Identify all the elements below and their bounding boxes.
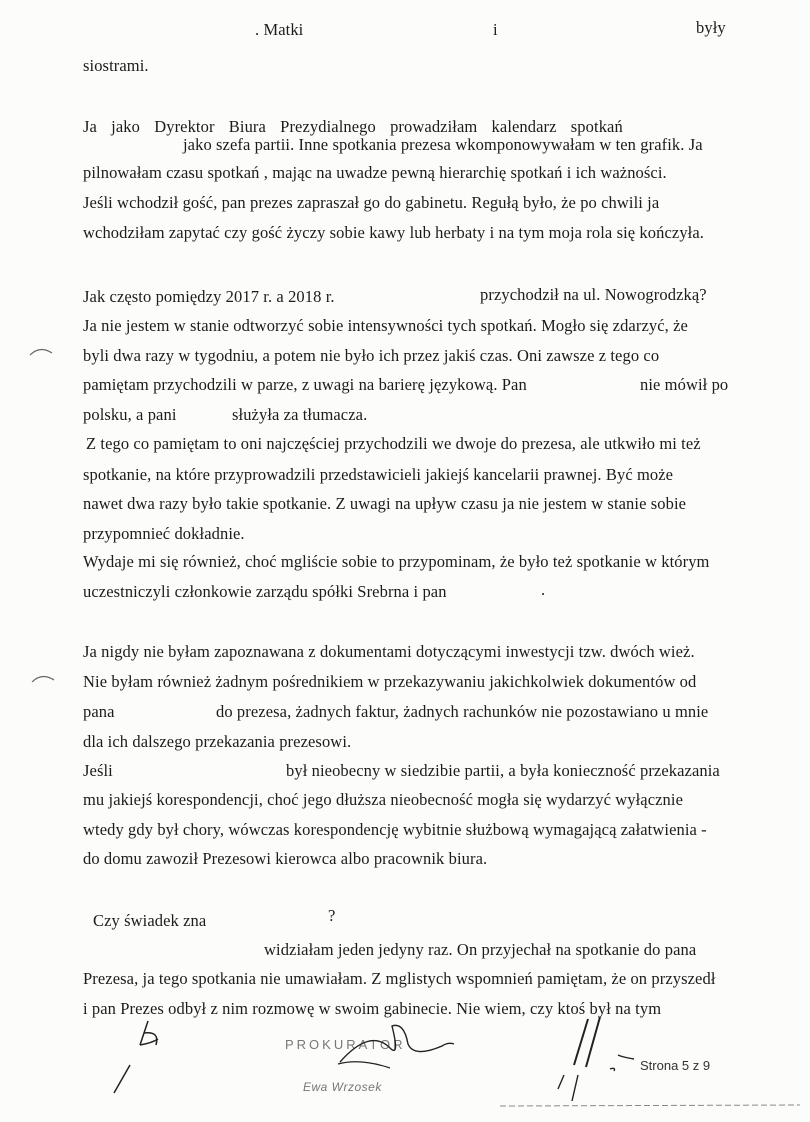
text-line: do domu zawoził Prezesowi kierowca albo pracownik biura. — [83, 849, 488, 868]
text-line: spotkanie, na które przyprowadzili przedstawicieli jakiejś kancelarii prawnej. Być może — [83, 465, 674, 484]
text-line: siostrami. — [83, 56, 149, 75]
text-line: . Matki — [255, 20, 304, 39]
prosecutor-stamp: PROKURATOR — [285, 1037, 406, 1052]
text-line: Nie byłam również żadnym pośrednikiem w przekazywaniu jakichkolwiek dokumentów od — [83, 672, 697, 691]
text-line: polsku, a pani — [83, 405, 177, 424]
text-line: wchodziłam zapytać czy gość życzy sobie kawy lub herbaty i na tym moja rola się kończyła. — [83, 223, 705, 242]
text-line: nawet dwa razy było takie spotkanie. Z uwagi na upływ czasu ja nie jestem w stanie sobie — [83, 494, 687, 513]
text-line: pana — [83, 702, 115, 721]
initials-signature — [100, 1015, 170, 1105]
footer-divider — [500, 1100, 800, 1112]
witness-signature — [548, 1015, 638, 1105]
text-line: Ja nie jestem w stanie odtworzyć sobie intensywności tych spotkań. Mogło się zdarzyć, że — [83, 316, 688, 335]
text-line: do prezesa, żadnych faktur, żadnych rachunków nie pozostawiano u mnie — [216, 702, 709, 721]
text-line: jako szefa partii. Inne spotkania prezesa wkomponowywałam w ten grafik. Ja — [183, 135, 703, 154]
text-line: i pan Prezes odbył z nim rozmowę w swoim gabinecie. Nie wiem, czy ktoś był na tym — [83, 999, 662, 1018]
text-line: Ja nigdy nie byłam zapoznawana z dokumentami dotyczącymi inwestycji tzw. dwóch wież. — [83, 642, 695, 661]
page-number: Strona 5 z 9 — [640, 1058, 711, 1073]
text-line: Prezesa, ja tego spotkania nie umawiałam. Z mglistych wspomnień pamiętam, że on przyszedł — [83, 969, 716, 988]
text-line: Jeśli wchodził gość, pan prezes zapraszał go do gabinetu. Regułą było, że po chwili ja — [83, 193, 660, 212]
text-line — [83, 117, 679, 137]
text-line: Z tego co pamiętam to oni najczęściej przychodzili we dwoje do prezesa, ale utkwiło mi też — [86, 434, 701, 453]
text-line: wtedy gdy był chory, wówczas korespondencję wybitnie służbową wymagającą załatwienia - — [83, 820, 707, 839]
text-line: Jak często pomiędzy 2017 r. a 2018 r. — [83, 287, 335, 306]
margin-mark-icon — [28, 345, 54, 357]
text-line: Czy świadek zna — [93, 911, 207, 930]
text-line: mu jakiejś korespondencji, choć jego dłuższa nieobecność mogła się wydarzyć wyłącznie — [83, 790, 683, 809]
text-line: służyła za tłumacza. — [232, 405, 368, 424]
text-line: przychodził na ul. Nowogrodzką? — [480, 285, 707, 304]
text-line: . — [541, 580, 546, 599]
text-line: Wydaje mi się również, choć mgliście sobie to przypominam, że było też spotkanie w którym — [83, 552, 710, 571]
text-line: przypomnieć dokładnie. — [83, 524, 245, 543]
text-line: był nieobecny w siedzibie partii, a była konieczność przekazania — [286, 761, 720, 780]
text-line: widziałam jeden jedyny raz. On przyjechał na spotkanie do pana — [264, 940, 697, 959]
text-line: były — [696, 18, 726, 37]
text-line: byli dwa razy w tygodniu, a potem nie było ich przez jakiś czas. Oni zawsze z tego co — [83, 346, 660, 365]
text-line: uczestniczyli członkowie zarządu spółki Srebrna i pan — [83, 582, 447, 601]
margin-mark-icon — [30, 672, 56, 684]
text-line: pilnowałam czasu spotkań , mając na uwadze pewną hierarchię spotkań i ich ważności. — [83, 163, 667, 182]
text-line: nie mówił po — [640, 375, 729, 394]
text-line: dla ich dalszego przekazania prezesowi. — [83, 732, 352, 751]
stamp-name: Ewa Wrzosek — [303, 1080, 382, 1094]
text-line: i — [493, 20, 498, 39]
prosecutor-signature — [330, 1018, 460, 1078]
text-line: pamiętam przychodzili w parze, z uwagi na barierę językową. Pan — [83, 375, 527, 394]
text-line-span: Ja jako Dyrektor Biura Prezydialnego prowadziłam kalendarz spotkań — [83, 117, 623, 136]
text-line: ? — [328, 906, 336, 925]
text-line: Jeśli — [83, 761, 113, 780]
